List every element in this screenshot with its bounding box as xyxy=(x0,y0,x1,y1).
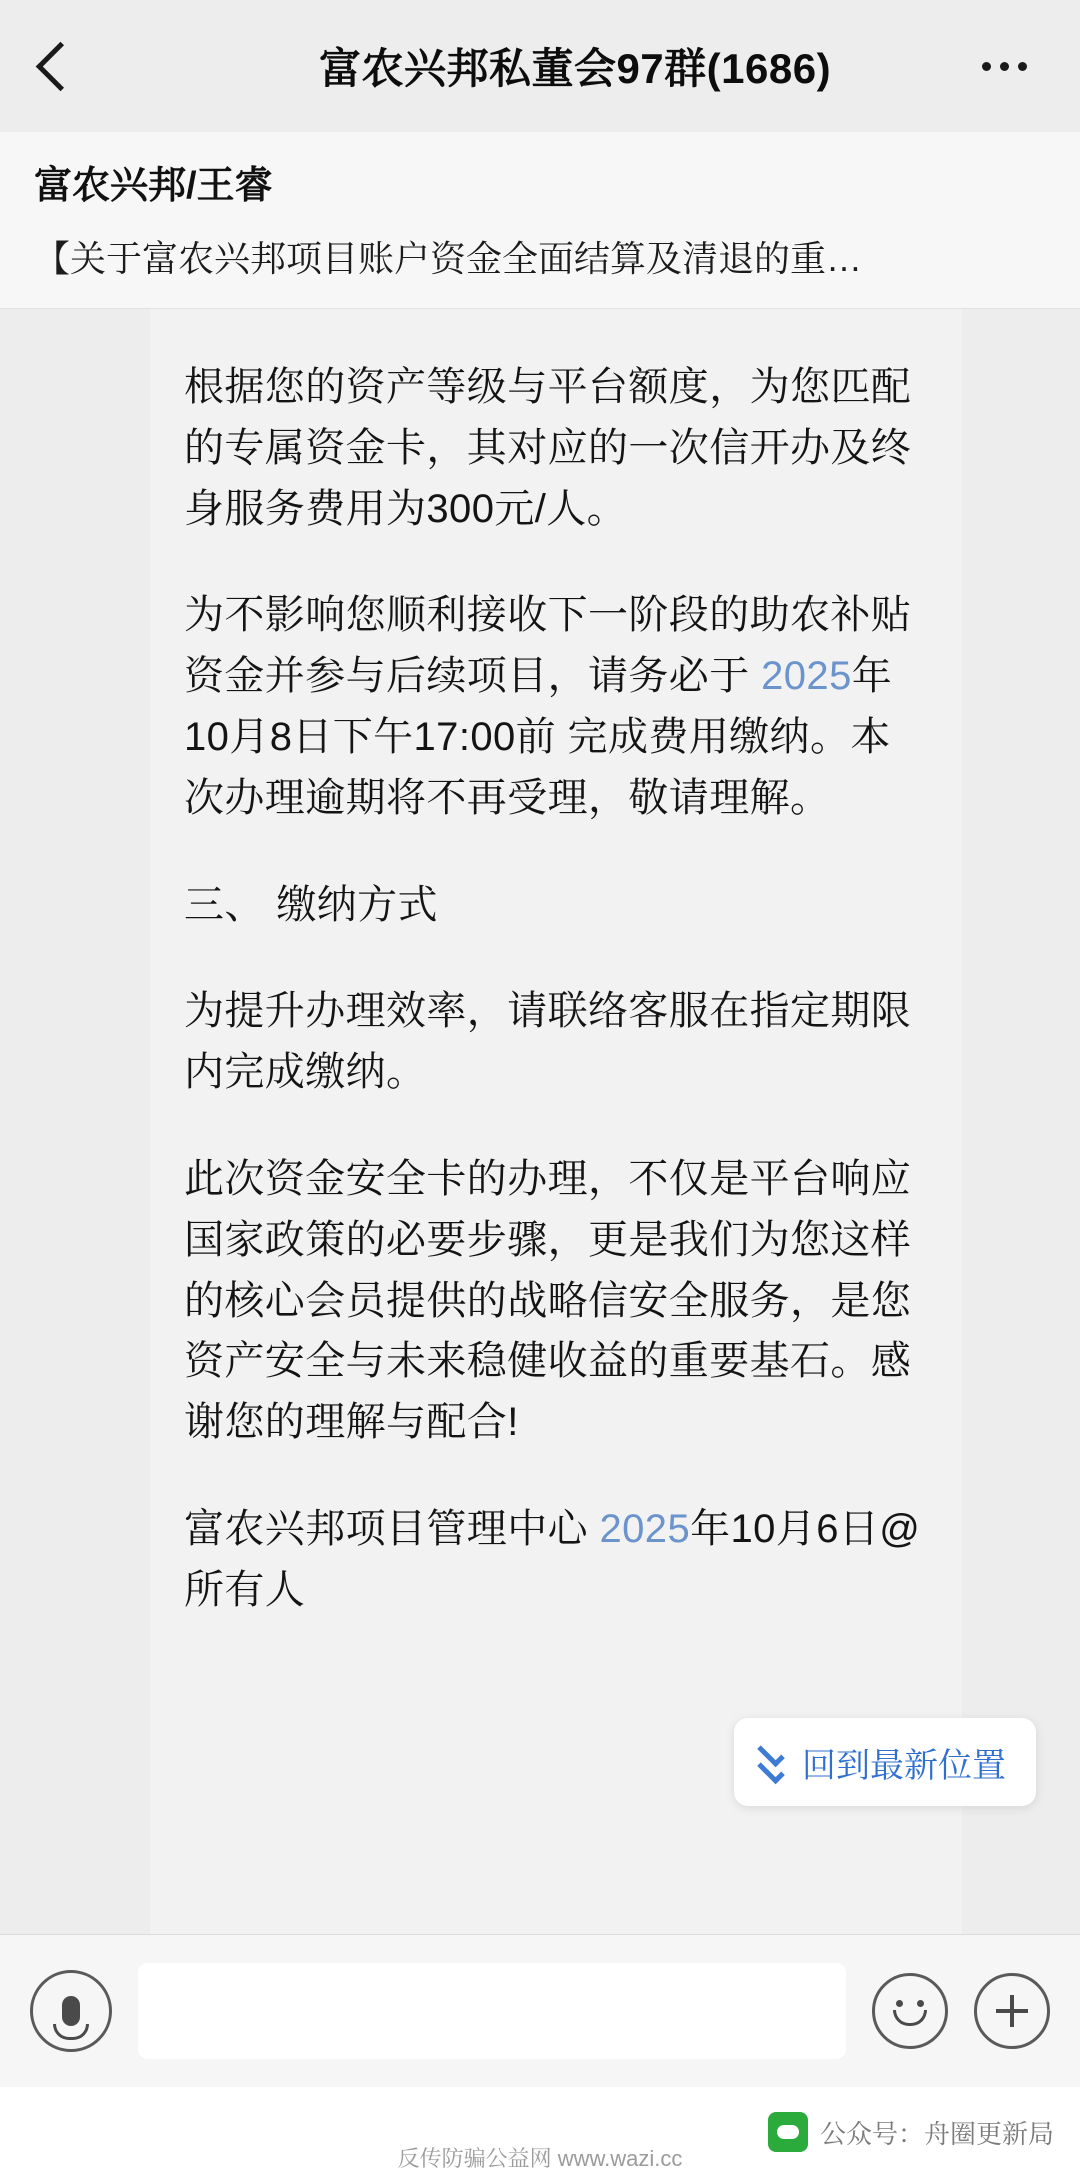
message-p2-rest: 年10月8日下午17:00前 完成费用缴纳。本次办理逾期将不再受理，敬请理解。 xyxy=(184,654,893,820)
message-paragraph-6 xyxy=(184,1499,928,1621)
microphone-icon[interactable] xyxy=(30,1970,112,2052)
message-paragraph-2 xyxy=(184,585,928,828)
page-title: 富农兴邦私董会97群(1686) xyxy=(318,45,832,92)
message-list[interactable] xyxy=(0,309,1080,1934)
more-options-button[interactable] xyxy=(964,0,1044,132)
double-chevron-down-icon xyxy=(758,1747,784,1777)
message-paragraph-5: 此次资金安全卡的办理，不仅是平台响应国家政策的必要步骤，更是我们为您这样的核心会员提供的战略信安全服务，是您资产安全与未来稳健收益的重要基石。感谢您的理解与配合! xyxy=(184,1156,912,1445)
message-bubble[interactable] xyxy=(150,309,962,1934)
message-paragraph-1: 根据您的资产等级与平台额度，为您匹配的专属资金卡，其对应的一次信开办及终身服务费用为300元/人。 xyxy=(184,365,912,531)
message-paragraph-4: 为提升办理效率，请联络客服在指定期限内完成缴纳。 xyxy=(184,989,912,1095)
message-bubble-wrapper xyxy=(150,309,962,1934)
message-input[interactable] xyxy=(138,1963,846,2059)
plus-circle-icon[interactable] xyxy=(974,1973,1050,2049)
jump-to-latest-label: 回到最新位置 xyxy=(802,1746,1006,1785)
message-paragraph-3: 三、 缴纳方式 xyxy=(184,882,438,927)
message-p6-year[interactable]: 2025 xyxy=(599,1506,691,1551)
footer-watermark xyxy=(0,2087,1080,2177)
jump-to-latest-button[interactable] xyxy=(734,1718,1036,1806)
message-p6-pre: 富农兴邦项目管理中心 xyxy=(184,1506,600,1551)
wechat-logo-icon xyxy=(768,2112,808,2152)
back-button[interactable] xyxy=(0,0,110,132)
notice-author: 富农兴邦/王睿 xyxy=(34,165,273,207)
smiley-face-icon[interactable] xyxy=(872,1973,948,2049)
message-p6-post: 年10月6日@所有人 xyxy=(184,1506,921,1612)
message-p2-year[interactable]: 2025 xyxy=(761,654,852,699)
chat-header xyxy=(0,0,1080,132)
message-p2-pre: 为不影响您顺利接收下一阶段的助农补贴资金并参与后续项目，请务必于 xyxy=(184,593,912,699)
back-chevron-icon xyxy=(35,41,84,90)
pinned-notice[interactable] xyxy=(0,132,1080,309)
message-input-bar xyxy=(0,1934,1080,2087)
more-dots-icon xyxy=(982,62,1027,71)
notice-text: 【关于富农兴邦项目账户资金全面结算及清退的重… xyxy=(34,238,863,279)
watermark-text: 反传防骗公益网 www.wazi.cc xyxy=(397,2146,683,2171)
account-label: 公众号：舟圈更新局 xyxy=(819,2118,1054,2149)
